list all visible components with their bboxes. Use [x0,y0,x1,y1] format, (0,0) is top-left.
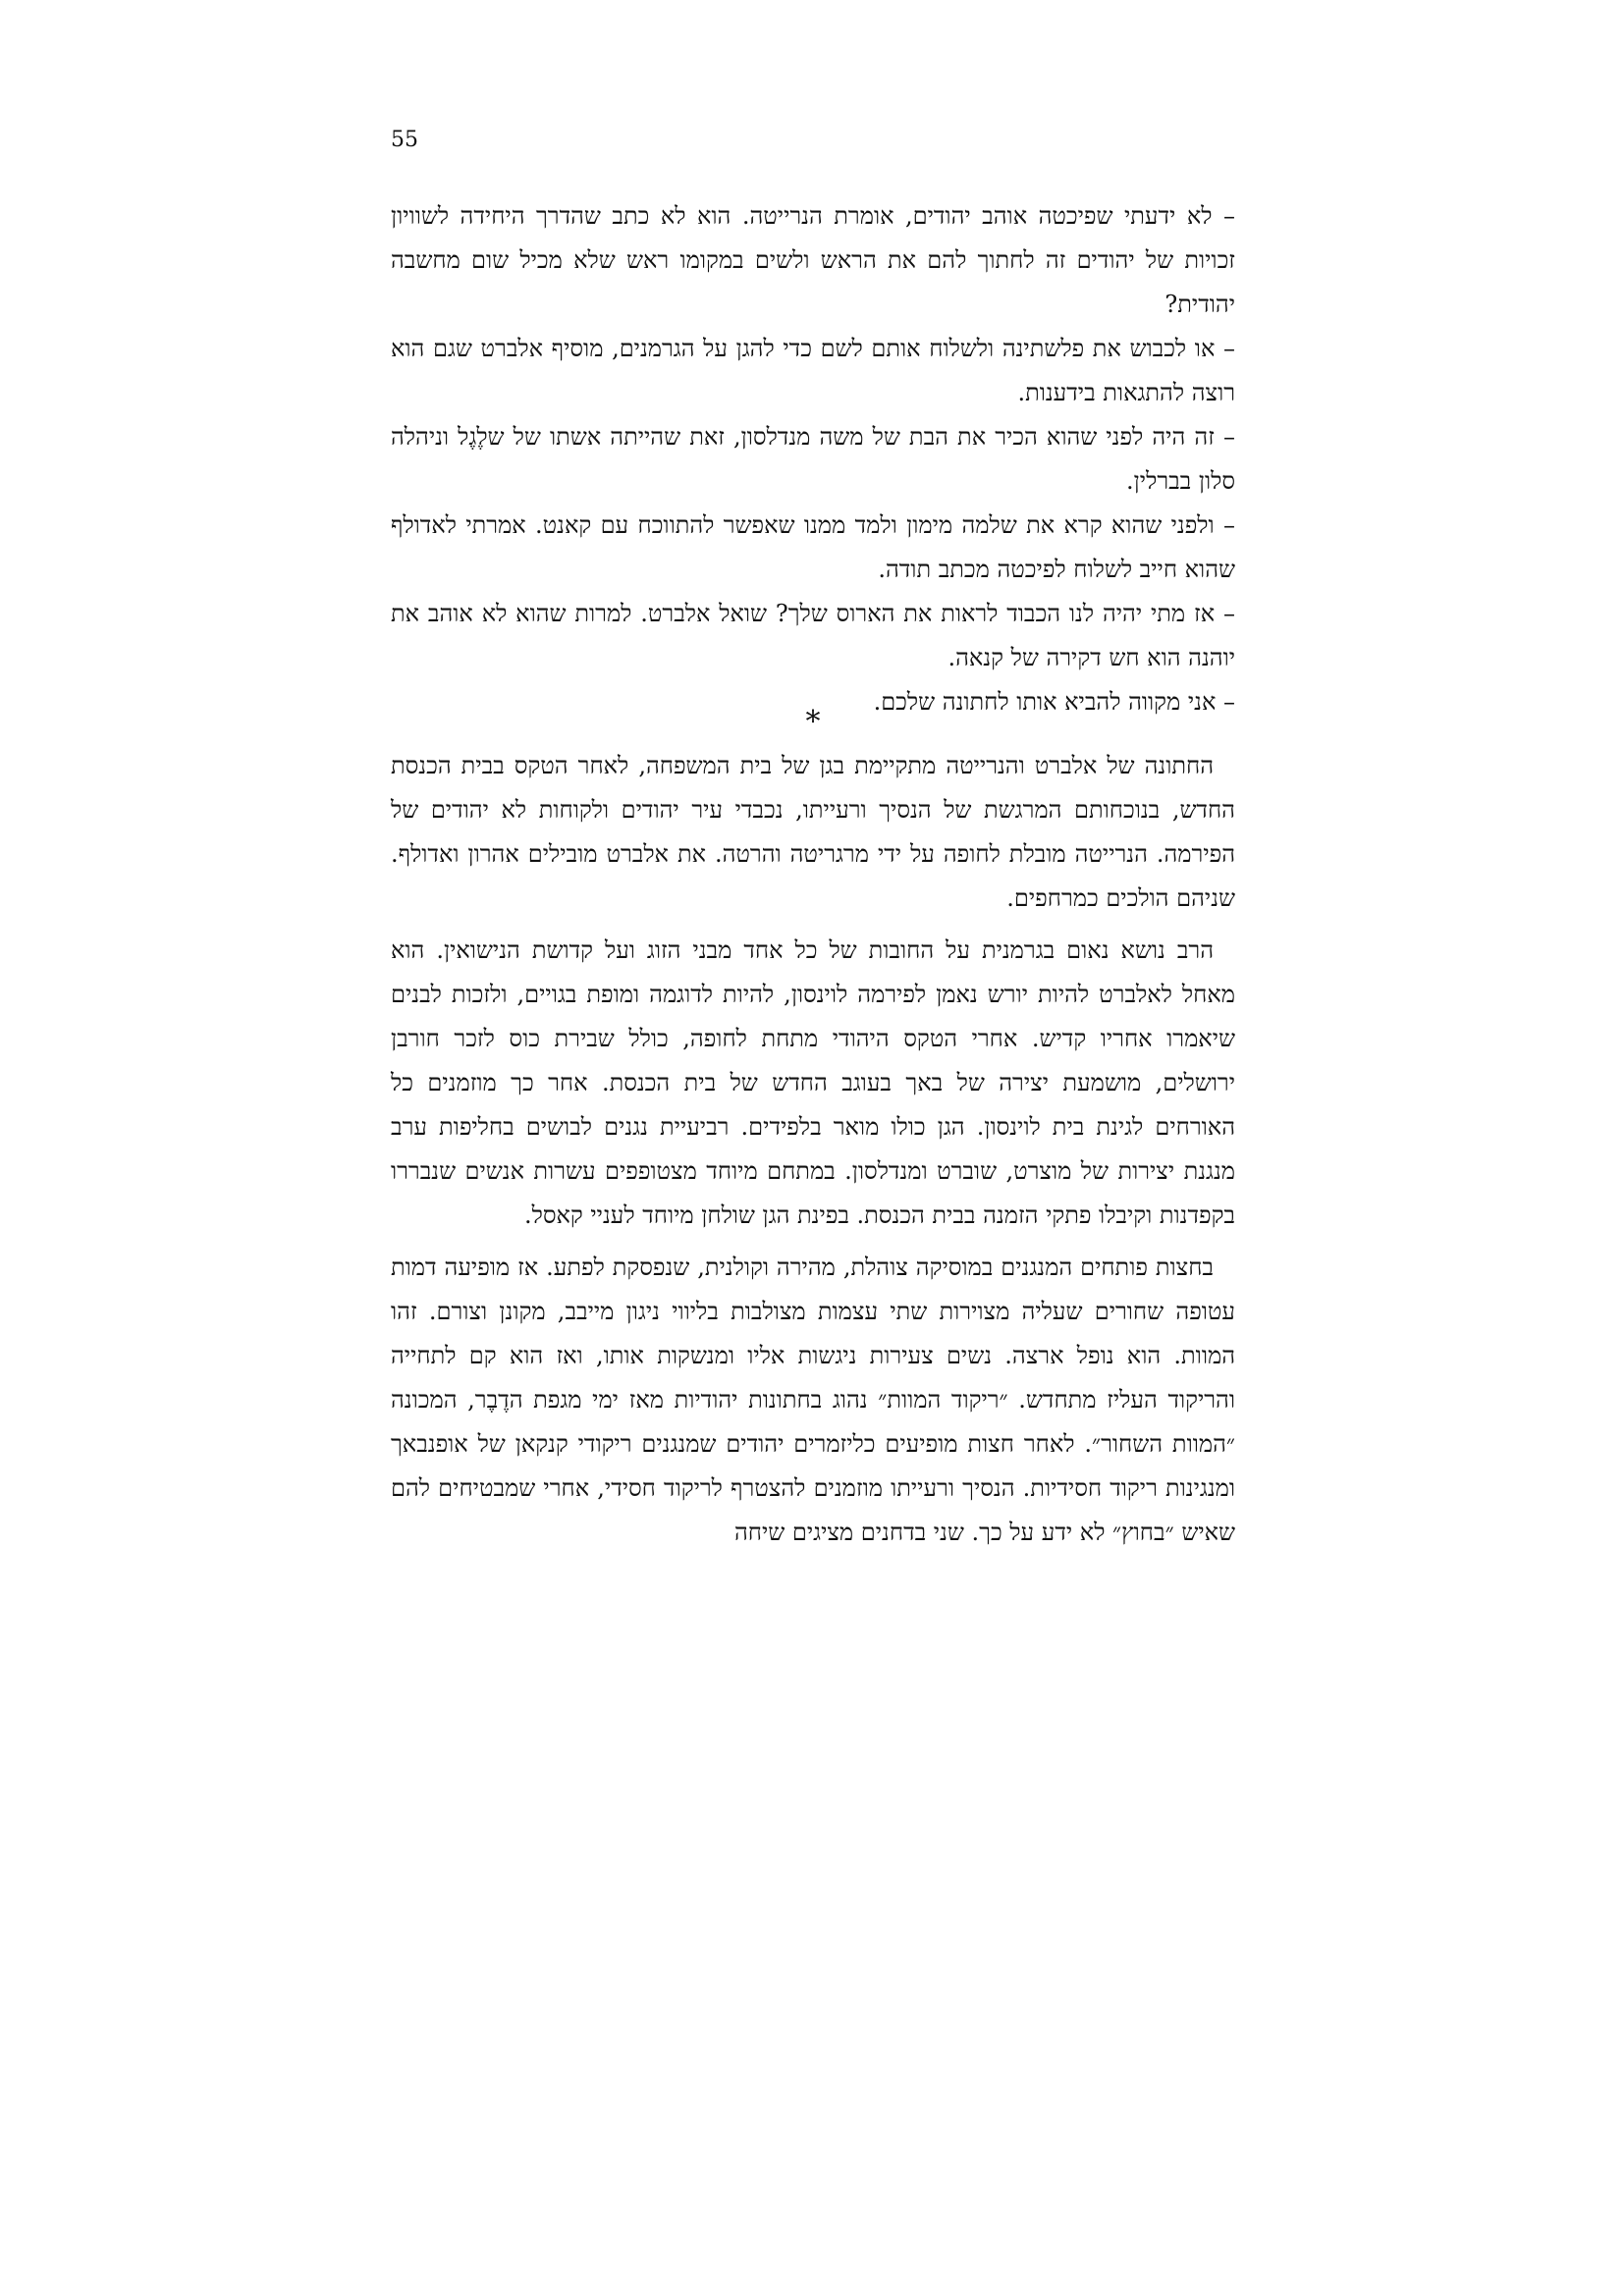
dialogue-line: – ולפני שהוא קרא את שלמה מימון ולמד ממנו שאפשר להתווכח עם קאנט. אמרתי לאדולף שהוא חייב לשלוח לפיכטה מכתב תודה. [391,511,1236,583]
dialogue-line: – אני מקווה להביא אותו לחתונה שלכם. [873,688,1235,716]
paragraph: הרב נושא נאום בגרמנית על החובות של כל אחד מבני הזוג ועל קדושת הנישואין. הוא מאחל לאלברט להיות יורש נאמן לפירמה לוינסון, להיות לדוגמה ומופת בגויים, ולזכות לבנים שיאמרו אחריו קדיש. אחרי הטקס היהודי מתחת לחופה, כולל שבירת כוס לזכר חורבן ירושלים, מושמעת יצירה של באך בעוגב החדש של בית הכנסת. אחר כך מוזמנים כל האורחים לגינת בית לוינסון. הגן כולו מואר בלפידים. רביעיית נגנים לבושים בחליפות ערב מנגנת יצירות של מוצרט, שוברט ומנדלסון. במתחם מיוחד מצטופפים עשרות אנשים שנבררו בקפדנות וקיבלו פתקי הזמנה בבית הכנסת. בפינת הגן שולחן מיוחד לעניי קאסל. [391,936,1236,1229]
page-number: 55 [391,128,418,152]
narrative-section [391,744,1235,1563]
dialogue-line: – או לכבוש את פלשתינה ולשלוח אותם לשם כדי להגן על הגרמנים, מוסיף אלברט שגם הוא רוצה להתגאות בידענות. [391,335,1235,406]
dialogue-line: – לא ידעתי שפיכטה אוהב יהודים, אומרת הנרייטה. הוא לא כתב שהדרך היחידה לשוויון זכויות של יהודים זה לחתוך להם את הראש ולשים במקומו ראש שלא מכיל שום מחשבה יהודית? [391,202,1235,318]
dialogue-line: – אז מתי יהיה לנו הכבוד לראות את הארוס שלך? שואל אלברט. למרות שהוא לא אוהב את יוהנה הוא חש דקירה של קנאה. [391,600,1235,671]
dialogue-line: – זה היה לפני שהוא הכיר את הבת של משה מנדלסון, זאת שהייתה אשתו של שלֶגֶל וניהלה סלון בברלין. [391,423,1235,495]
paragraph: בחצות פותחים המנגנים במוסיקה צוהלת, מהירה וקולנית, שנפסקת לפתע. אז מופיעה דמות עטופה שחורים שעליה מצוירות שתי עצמות מצולבות בליווי ניגון מייבב, מקונן וצורם. זהו המוות. הוא נופל ארצה. נשים צעירות ניגשות אליו ומנשקות אותו, ואז הוא קם לתחייה והריקוד העליז מתחדש. ״ריקוד המוות״ נהוג בחתונות יהודיות מאז ימי מגפת הדֶבֶר, המכונה ״המוות השחור״. לאחר חצות מופיעים כליזמרים יהודים שמנגנים ריקודי קנקאן של אופנבאך ומנגינות ריקוד חסידיות. הנסיך ורעייתו מוזמנים להצטרף לריקוד חסידי, אחרי שמבטיחים להם שאיש ״בחוץ״ לא ידע על כך. שני בדחנים מציגים שיחה [391,1254,1236,1546]
dialogue-section [391,194,1235,724]
paragraph: החתונה של אלברט והנרייטה מתקיימת בגן של בית המשפחה, לאחר הטקס בבית הכנסת החדש, בנוכחותם המרגשת של הנסיך ורעייתו, נכבדי עיר יהודים ולקוחות לא יהודים של הפירמה. הנרייטה מובלת לחופה על ידי מרגריטה והרטה. את אלברט מובילים אהרון ואדולף. שניהם הולכים כמרחפים. [391,752,1235,912]
section-separator: * [805,705,821,739]
